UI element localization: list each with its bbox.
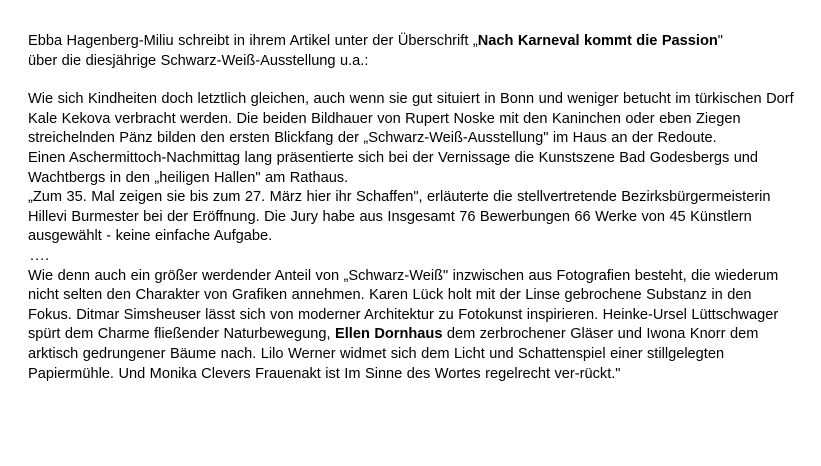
intro-paragraph (28, 32, 799, 71)
body-paragraph-4-part2: dem zerbrochener Gläser und Iwona Knorr dem arktisch gedrungener Bäume nach. Lilo Werner widmet sich dem Licht und Schattenspiel einer stillgelegten Papiermühle. Und Monika Clevers Frauenakt ist Im Sinne des Wortes regelrecht ver-rückt." (28, 326, 759, 382)
body-ellipsis: .... (30, 247, 51, 264)
body-paragraph-2: Einen Aschermittoch-Nachmittag lang präsentierte sich bei der Vernissage die Kunstszene Bad Godesbergs und Wachtbergs in den „heiligen Hallen" am Rathaus. (28, 149, 759, 186)
headline-quote-close: " (717, 33, 723, 49)
body-paragraph-3: „Zum 35. Mal zeigen sie bis zum 27. März hier ihr Schaffen", erläuterte die stellvertretende Bezirksbürgermeisterin Hillevi Burmester bei der Eröffnung. Die Jury habe aus Insgesamt 76 Bewerbungen 66 Werke von 45 Künstlern ausgewählt - keine einfache Aufgabe. (28, 189, 771, 245)
body-paragraph-4-part1: Wie denn auch ein größer werdender Anteil von „Schwarz-Weiß" inzwischen aus Fotografien besteht, die wiederum nicht selten den Charakter von Grafiken annehmen. Karen Lück holt mit der Linse gebrochene Substanz in den Fokus. Ditmar Simsheuser lässt sich von moderner Architektur zu Fotokunst inspirieren. Heinke-Ursel Lüttschwager spürt dem Charme fließender Naturbewegung, (28, 267, 779, 343)
body-paragraph-1: Wie sich Kindheiten doch letztlich gleichen, auch wenn sie gut situiert in Bonn und weniger betucht im türkischen Dorf Kale Kekova verbracht werden. Die beiden Bildhauer von Rupert Noske mit den Kaninchen oder eben Ziegen streichelnden Pänz bilden den ersten Blickfang der „Schwarz-Weiß-Ausstellung" im Haus an der Redoute. (28, 91, 794, 147)
body-paragraph-4 (28, 267, 799, 385)
artist-name-bold: Ellen Dornhaus (335, 326, 443, 343)
headline-bold-text: Nach Karneval kommt die Passion (477, 33, 718, 49)
intro-second-line: über die diesjährige Schwarz-Weiß-Ausstellung u.a.: (28, 52, 369, 69)
intro-lead-text: Ebba Hagenberg-Miliu schreibt in ihrem Artikel unter der Überschrift (28, 33, 473, 49)
headline-quote-open: „ (472, 33, 478, 49)
